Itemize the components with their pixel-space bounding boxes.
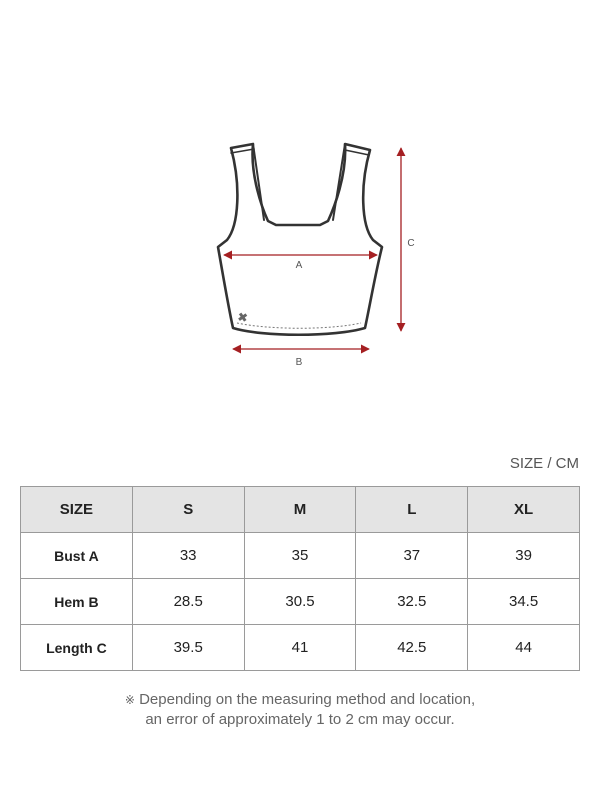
table-cell: 28.5	[132, 579, 244, 625]
table-row	[21, 533, 580, 579]
hem-stitch-line	[237, 323, 361, 328]
table-cell: 34.5	[468, 579, 580, 625]
header-size: SIZE	[21, 487, 133, 533]
table-cell: 42.5	[356, 625, 468, 671]
table-cell: 33	[132, 533, 244, 579]
measurement-note	[0, 690, 600, 729]
table-cell: 37	[356, 533, 468, 579]
header-m: M	[244, 487, 356, 533]
measure-c-label: C	[407, 238, 415, 249]
note-line-1	[0, 690, 600, 710]
header-s: S	[132, 487, 244, 533]
unit-label: SIZE / CM	[509, 455, 579, 472]
table-cell: 41	[244, 625, 356, 671]
row-label: Bust A	[21, 533, 133, 579]
table-cell: 39	[468, 533, 580, 579]
crop-top-outline	[218, 144, 382, 335]
table-cell: 30.5	[244, 579, 356, 625]
note-mark: ※	[124, 693, 135, 707]
table-cell: 35	[244, 533, 356, 579]
measure-a-label: A	[295, 260, 303, 271]
table-row	[21, 625, 580, 671]
size-table	[20, 486, 580, 671]
header-xl: XL	[468, 487, 580, 533]
note-text-1: Depending on the measuring method and location,	[139, 691, 476, 708]
note-line-2: an error of approximately 1 to 2 cm may occur.	[145, 711, 455, 728]
table-cell: 44	[468, 625, 580, 671]
row-label: Hem B	[21, 579, 133, 625]
table-row	[21, 579, 580, 625]
row-label: Length C	[21, 625, 133, 671]
table-cell: 32.5	[356, 579, 468, 625]
measure-b-label: B	[295, 357, 303, 368]
logo-mark-icon	[238, 313, 247, 322]
table-header-row	[21, 487, 580, 533]
header-l: L	[356, 487, 468, 533]
table-cell: 39.5	[132, 625, 244, 671]
